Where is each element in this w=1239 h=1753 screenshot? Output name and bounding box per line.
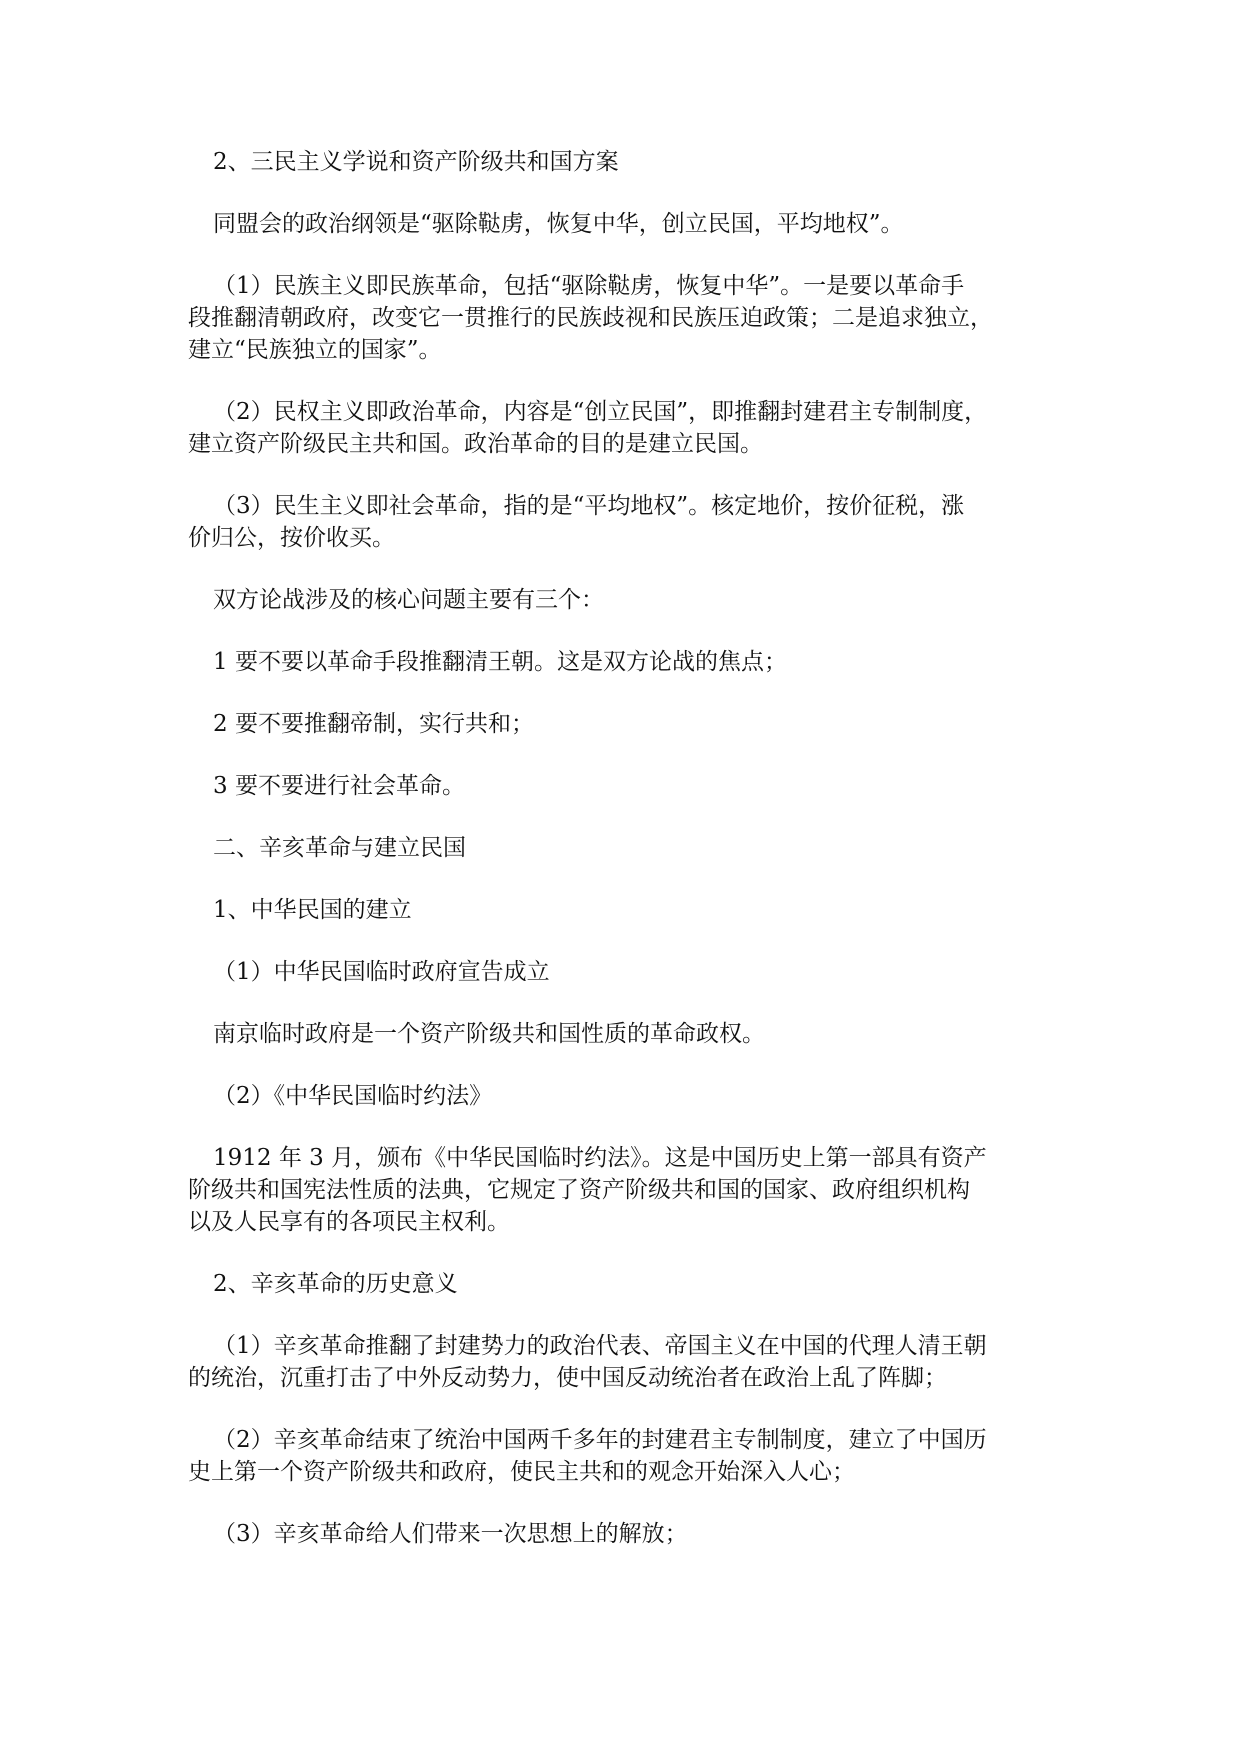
heading-historical-significance: 2、辛亥革命的历史意义 (213, 1271, 458, 1297)
paragraph-constitution-1912: 1912 年 3 月，颁布《中华民国临时约法》。这是中国历史上第一部具有资产 阶级共和国宪法性质的法典，它规定了资产阶级共和国的国家、政府组织机构 以及人民享有的各项民主权利。 (188, 1145, 987, 1235)
subheading-provisional-constitution: （2）《中华民国临时约法》 (213, 1083, 493, 1109)
document-body (188, 146, 1054, 1580)
paragraph-nationalism: （1）民族主义即民族革命，包括“驱除鞑虏，恢复中华”。一是要以革命手 段推翻清朝政府，改变它一贯推行的民族歧视和民族压迫政策；二是追求独立， 建立“民族独立的国家”。 (188, 273, 993, 363)
list-item-issue-1: 1 要不要以革命手段推翻清王朝。这是双方论战的焦点； (213, 649, 787, 675)
subheading-provisional-government: （1）中华民国临时政府宣告成立 (213, 959, 550, 985)
paragraph-democracy: （2）民权主义即政治革命，内容是“创立民国”，即推翻封建君主专制制度， 建立资产阶级民主共和国。政治革命的目的是建立民国。 (188, 399, 988, 457)
heading-section-1: 1、中华民国的建立 (213, 897, 412, 923)
paragraph-livelihood: （3）民生主义即社会革命，指的是“平均地权”。核定地价，按价征税，涨 价归公，按价收买。 (188, 493, 965, 551)
heading-section-2: 2、三民主义学说和资产阶级共和国方案 (213, 149, 619, 175)
paragraph-nanjing-government: 南京临时政府是一个资产阶级共和国性质的革命政权。 (213, 1021, 765, 1047)
paragraph-significance-2: （2）辛亥革命结束了统治中国两千多年的封建君主专制制度，建立了中国历 史上第一个资产阶级共和政府，使民主共和的观念开始深入人心； (188, 1427, 987, 1485)
paragraph-core-issues: 双方论战涉及的核心问题主要有三个： (213, 587, 604, 613)
list-item-issue-3: 3 要不要进行社会革命。 (213, 773, 465, 799)
paragraph-program: 同盟会的政治纲领是“驱除鞑虏，恢复中华，创立民国，平均地权”。 (213, 211, 904, 237)
heading-part-2: 二、辛亥革命与建立民国 (213, 835, 466, 861)
paragraph-significance-3: （3）辛亥革命给人们带来一次思想上的解放； (213, 1521, 688, 1547)
paragraph-significance-1: （1）辛亥革命推翻了封建势力的政治代表、帝国主义在中国的代理人清王朝 的统治，沉重打击了中外反动势力，使中国反动统治者在政治上乱了阵脚； (188, 1333, 987, 1391)
list-item-issue-2: 2 要不要推翻帝制，实行共和； (213, 711, 534, 737)
